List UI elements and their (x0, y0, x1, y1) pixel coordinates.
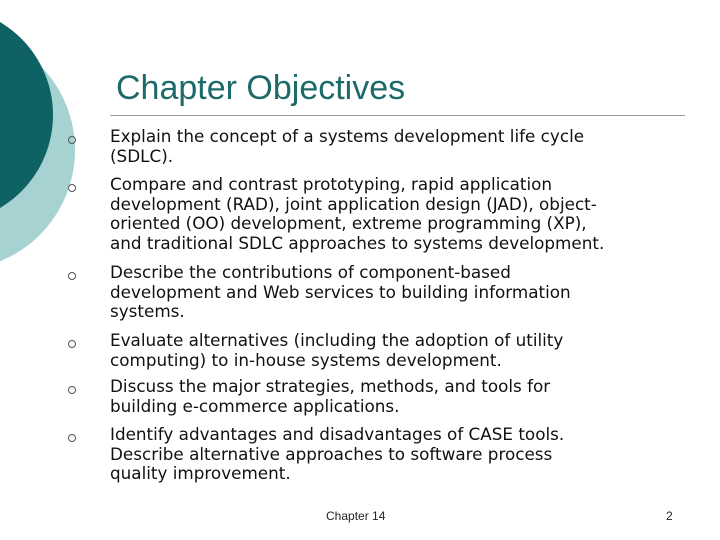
hollow-circle-bullet-icon (68, 434, 76, 442)
objective-text: Compare and contrast prototyping, rapid application development (RAD), joint application design (JAD), object- oriented (OO) development, extreme programming (XP), and traditional SDLC approaches to systems development. (110, 174, 605, 253)
hollow-circle-bullet-icon (68, 386, 76, 394)
hollow-circle-bullet-icon (68, 136, 76, 144)
objective-text: Discuss the major strategies, methods, and tools for building e-commerce applications. (110, 376, 551, 416)
objective-text: Identify advantages and disadvantages of CASE tools. Describe alternative approaches to software process quality improvement. (110, 424, 565, 483)
title-underline (110, 115, 685, 116)
hollow-circle-bullet-icon (68, 272, 76, 280)
slide-title: Chapter Objectives (116, 69, 406, 107)
objective-text: Evaluate alternatives (including the adoption of utility computing) to in-house systems development. (110, 330, 564, 370)
slide-number: 2 (666, 509, 673, 523)
hollow-circle-bullet-icon (68, 340, 76, 348)
footer-chapter-label: Chapter 14 (326, 509, 386, 523)
decorative-circles (0, 0, 80, 290)
objective-text: Describe the contributions of component-based development and Web services to building information systems. (110, 262, 571, 321)
objective-text: Explain the concept of a systems development life cycle (SDLC). (110, 126, 585, 166)
hollow-circle-bullet-icon (68, 184, 76, 192)
